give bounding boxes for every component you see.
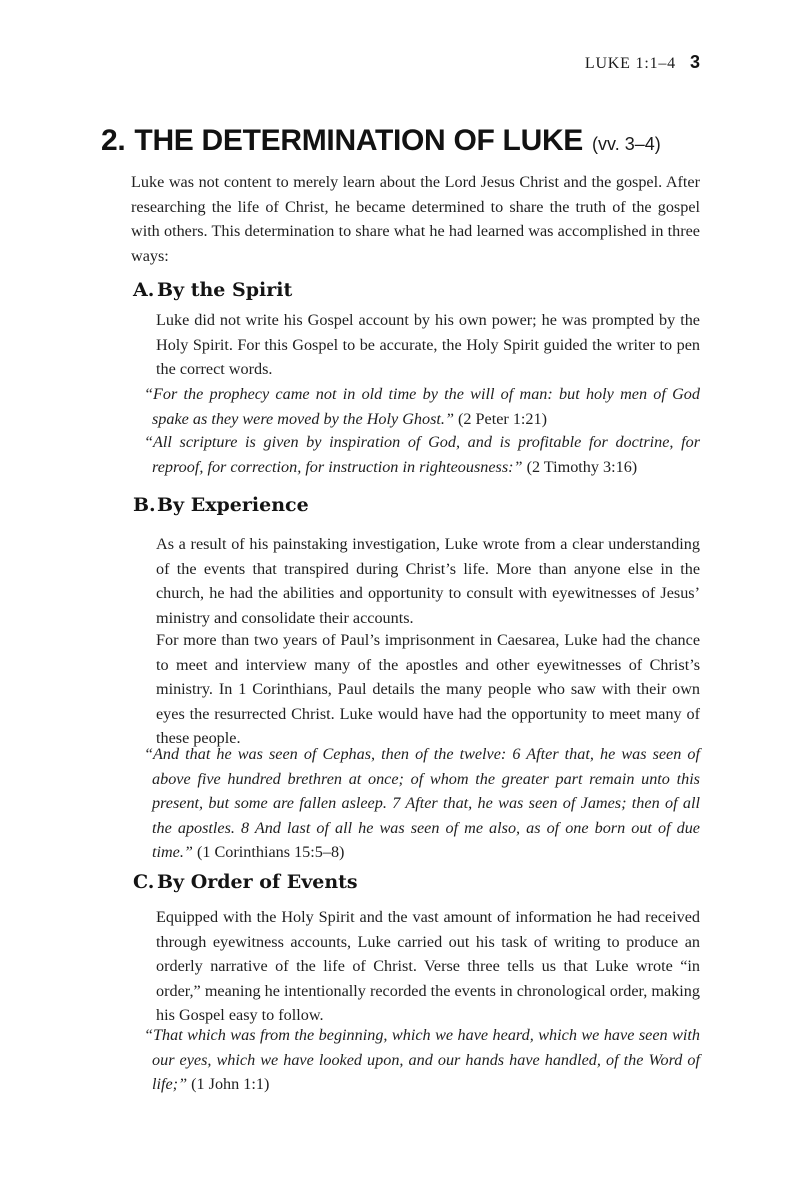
- running-head-scripture-ref: LUKE 1:1–4: [584, 55, 676, 72]
- section-b-paragraph-2: For more than two years of Paul’s imprisonment in Caesarea, Luke had the chance to meet and interview many of the apostles and other eyewitnesses of Christ’s ministry. In 1 Corinthians, Paul details the many people who saw with their own eyes the resurrected Christ. Luke would have had the opportunity to meet many of these people.: [156, 631, 700, 747]
- section-b-letter: B.: [133, 494, 156, 516]
- section-c-heading: [133, 871, 358, 893]
- section-c-title: By Order of Events: [157, 871, 358, 893]
- section-b-paragraph-1: As a result of his painstaking investigation, Luke wrote from a clear understanding of the events that transpired during Christ’s life. More than anyone else in the church, he had the abilities and opportunity to consult with eyewitnesses of Jesus’ ministry and consolidate their accounts.: [156, 535, 700, 627]
- section-c-letter: C.: [133, 871, 155, 893]
- section-c-paragraph-1: Equipped with the Holy Spirit and the vast amount of information he had received through eyewitness accounts, Luke carried out his task of writing to produce an orderly narrative of the life of Christ. Verse three tells us that Luke wrote “in order,” meaning he intentionally recorded the events in chronological order, making his Gospel easy to follow.: [156, 908, 700, 1024]
- running-head: [585, 52, 700, 73]
- section-a-quote-2: [144, 430, 700, 479]
- section-b-title: By Experience: [157, 494, 309, 516]
- section-a-quote-1: [144, 382, 700, 431]
- quote-reference: (2 Peter 1:21): [458, 409, 548, 428]
- section-a-paragraph-1: Luke did not write his Gospel account by his own power; he was prompted by the Holy Spirit. For this Gospel to be accurate, the Holy Spirit guided the writer to pen the correct words.: [156, 311, 700, 378]
- quote-reference: (1 John 1:1): [191, 1075, 270, 1093]
- quote-text: “That which was from the beginning, which we have heard, which we have seen with our eyes, which we have looked upon, and our hands have handled, of the Word of life;”: [144, 1026, 700, 1093]
- main-heading-title: THE DETERMINATION OF LUKE: [134, 124, 584, 157]
- section-a-title: By the Spirit: [157, 279, 293, 301]
- intro-paragraph: Luke was not content to merely learn about the Lord Jesus Christ and the gospel. After researching the life of Christ, he became determined to share the truth of the gospel with others. This determination to share what he had learned was accomplished in three ways:: [131, 173, 700, 265]
- quote-text: “And that he was seen of Cephas, then of the twelve: 6 After that, he was seen of above five hundred brethren at once; of whom the greater part remain unto this present, but some are fallen asleep. 7 After that, he was seen of James; then of all the apostles. 8 And last of all he was seen of me also, as of one born out of due time.”: [144, 745, 700, 861]
- section-a-letter: A.: [133, 279, 155, 301]
- quote-reference: (1 Corinthians 15:5–8): [196, 843, 345, 861]
- main-heading-number: 2.: [101, 124, 126, 157]
- page-number: 3: [689, 52, 700, 72]
- main-heading: [101, 124, 661, 158]
- section-b-heading: [133, 494, 309, 516]
- quote-text: “For the prophecy came not in old time by the will of man: but holy men of God spake as they were moved by the Holy Ghost.”: [144, 385, 700, 428]
- main-heading-verses: (vv. 3–4): [592, 134, 661, 154]
- quote-reference: (2 Timothy 3:16): [526, 457, 638, 476]
- section-c-quote-1: [144, 1023, 700, 1097]
- section-a-heading: [133, 279, 292, 301]
- quote-text: “All scripture is given by inspiration of God, and is profitable for doctrine, for reproof, for correction, for instruction in righteousness:”: [144, 433, 700, 476]
- section-b-quote-1: [144, 742, 700, 865]
